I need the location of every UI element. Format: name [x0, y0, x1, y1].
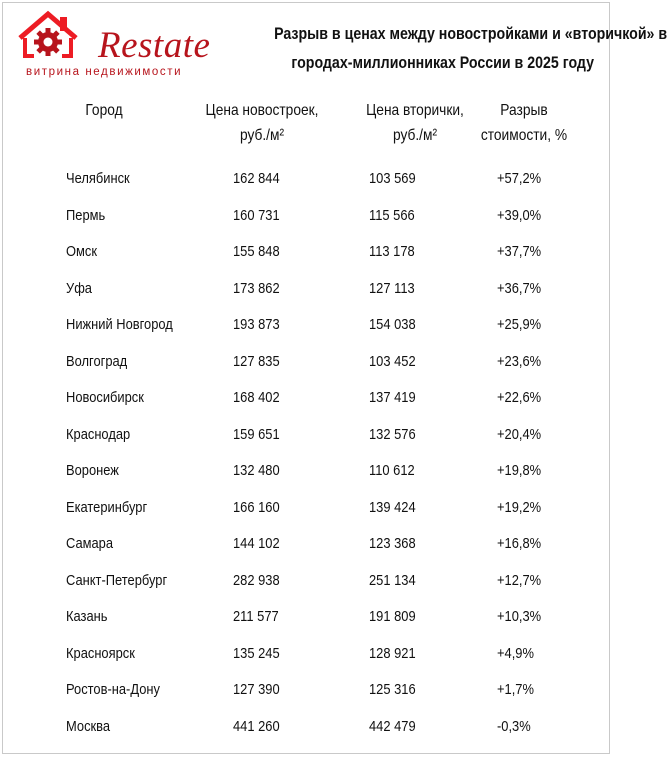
cell-gap: +10,3%	[497, 608, 542, 625]
cell-secondary-price: 115 566	[369, 206, 415, 224]
cell-city: Казань	[66, 608, 108, 625]
cell-secondary-price: 103 452	[369, 352, 416, 370]
page-title	[274, 20, 667, 78]
cell-new-price: 127 390	[233, 681, 280, 698]
cell-new-price: 173 862	[233, 279, 280, 297]
cell-city: Воронеж	[66, 462, 119, 479]
brand-tagline: витрина недвижимости	[26, 66, 183, 78]
cell-new-price: 159 651	[233, 425, 280, 443]
cell-city: Екатеринбург	[66, 498, 148, 516]
cell-new-price: 162 844	[233, 170, 280, 187]
cell-secondary-price: 191 809	[369, 608, 416, 625]
cell-gap: +25,9%	[497, 316, 542, 333]
cell-city: Челябинск	[66, 170, 130, 187]
cell-new-price: 155 848	[233, 243, 280, 260]
cell-city: Краснодар	[66, 425, 131, 443]
cell-gap: +19,8%	[497, 462, 542, 479]
cell-gap: +37,7%	[497, 243, 542, 260]
cell-gap: +16,8%	[497, 535, 542, 552]
cell-gap: +22,6%	[497, 389, 542, 406]
cell-new-price: 168 402	[233, 389, 280, 406]
table-row	[0, 675, 614, 712]
cell-gap: +57,2%	[497, 170, 542, 187]
cell-secondary-price: 139 424	[369, 498, 416, 516]
cell-city: Новосибирск	[66, 389, 144, 406]
cell-secondary-price: 132 576	[369, 425, 416, 443]
cell-city: Самара	[66, 535, 114, 552]
cell-secondary-price: 154 038	[369, 316, 416, 333]
cell-city: Волгоград	[66, 352, 128, 370]
table-row	[0, 274, 614, 311]
title-line-1: Разрыв в ценах между новостройками и «вторичкой» в	[274, 25, 667, 43]
cell-secondary-price: 251 134	[369, 571, 416, 589]
column-header-city: Город	[85, 102, 123, 119]
cell-new-price: 211 577	[233, 608, 279, 625]
cell-gap: +19,2%	[497, 498, 542, 516]
cell-city: Санкт-Петербург	[66, 571, 168, 589]
column-header-new-price: Цена новостроек, руб./м²	[205, 102, 319, 144]
cell-new-price: 132 480	[233, 462, 280, 479]
cell-new-price: 441 260	[233, 717, 280, 735]
column-header-secondary-price: Цена вторички, руб./м²	[366, 102, 464, 144]
cell-city: Омск	[66, 243, 98, 260]
table-row	[0, 347, 614, 384]
table-row	[0, 383, 614, 420]
cell-city: Красноярск	[66, 644, 135, 662]
cell-gap: +36,7%	[497, 279, 542, 297]
cell-new-price: 166 160	[233, 498, 280, 516]
cell-gap: +39,0%	[497, 206, 542, 224]
cell-city: Уфа	[66, 279, 92, 297]
cell-secondary-price: 110 612	[369, 462, 415, 479]
table-row	[0, 602, 614, 639]
cell-new-price: 135 245	[233, 644, 280, 662]
column-header-gap: Разрыв стоимости, %	[480, 102, 568, 144]
title-line-2: городах-миллионниках России в 2025 году	[291, 54, 594, 72]
table-row	[0, 164, 614, 201]
cell-secondary-price: 137 419	[369, 389, 416, 406]
table-row	[0, 566, 614, 603]
table-row	[0, 639, 614, 676]
cell-city: Нижний Новгород	[66, 316, 173, 333]
table-row	[0, 310, 614, 347]
restate-logo	[14, 8, 214, 78]
table-row	[0, 456, 614, 493]
cell-gap: +23,6%	[497, 352, 542, 370]
cell-gap: +4,9%	[497, 644, 534, 662]
cell-city: Пермь	[66, 206, 106, 224]
table-row	[0, 237, 614, 274]
cell-gap: +1,7%	[497, 681, 534, 698]
house-gear-icon	[14, 8, 94, 64]
table-row	[0, 201, 614, 238]
cell-new-price: 193 873	[233, 316, 280, 333]
price-table	[0, 164, 614, 748]
cell-secondary-price: 442 479	[369, 717, 416, 735]
table-row	[0, 420, 614, 457]
cell-new-price: 144 102	[233, 535, 280, 552]
cell-secondary-price: 123 368	[369, 535, 416, 552]
table-row	[0, 712, 614, 749]
cell-new-price: 282 938	[233, 571, 280, 589]
cell-secondary-price: 113 178	[369, 243, 415, 260]
cell-gap: -0,3%	[497, 717, 531, 735]
brand-name: Restate	[98, 25, 211, 66]
cell-gap: +12,7%	[497, 571, 542, 589]
table-row	[0, 529, 614, 566]
cell-city: Ростов-на-Дону	[66, 681, 160, 698]
cell-secondary-price: 125 316	[369, 681, 416, 698]
cell-secondary-price: 128 921	[369, 644, 416, 662]
table-row	[0, 493, 614, 530]
cell-gap: +20,4%	[497, 425, 542, 443]
cell-new-price: 127 835	[233, 352, 280, 370]
header	[0, 0, 667, 90]
cell-city: Москва	[66, 717, 111, 735]
cell-secondary-price: 103 569	[369, 170, 416, 187]
cell-secondary-price: 127 113	[369, 279, 415, 297]
cell-new-price: 160 731	[233, 206, 280, 224]
